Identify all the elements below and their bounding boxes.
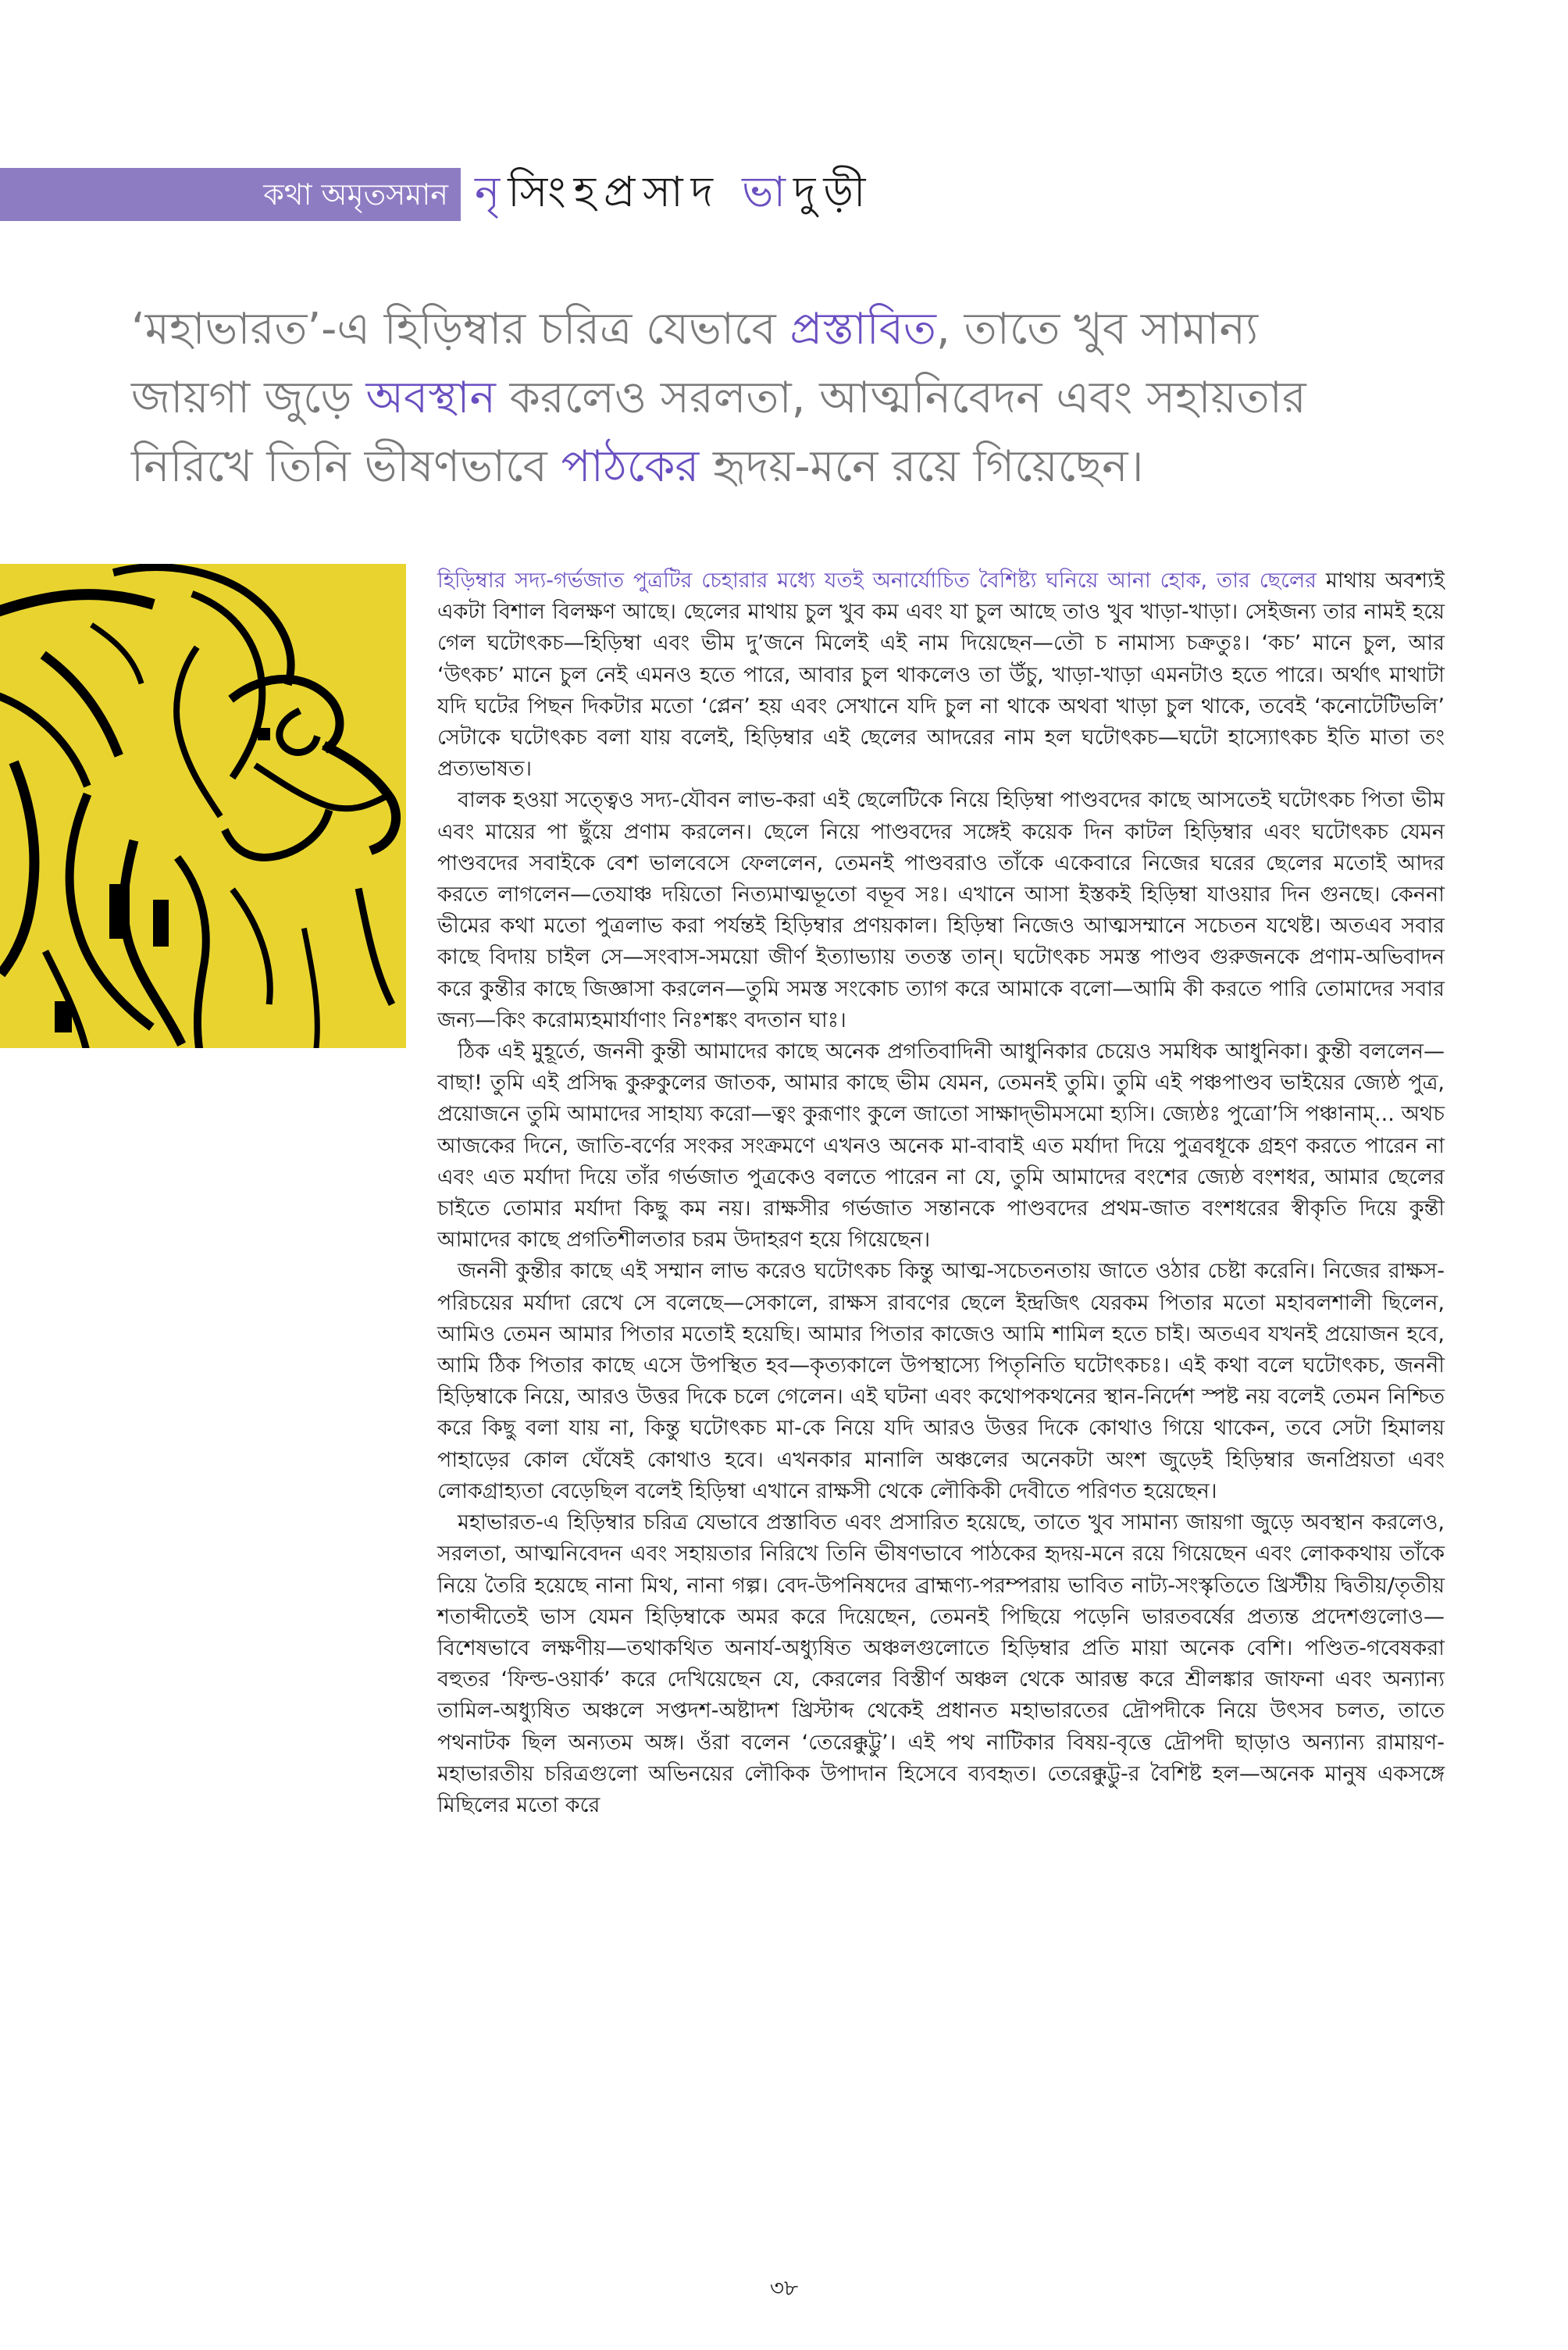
article-paragraph: মহাভারত-এ হিড়িম্বার চরিত্র যেভাবে প্রস্তাবিত এবং প্রসারিত হয়েছে, তাতে খুব সামান্য জায়গা জুড়ে অবস্থান করলেও, সরলতা, আত্মনিবেদন এবং সহায়তার নিরিখে তিনি ভীষণভাবে পাঠকের হৃদয়-মনে রয়ে গিয়েছেন এবং লোককথায় তাঁকে নিয়ে তৈরি হয়েছে নানা মিথ, নানা গল্প। বেদ-উপনিষদের ব্রাহ্মণ্য-পরম্পরায় ভাবিত নাট্য-সংস্কৃতিতে খ্রিস্টীয় দ্বিতীয়/তৃতীয় শতাব্দীতেই ভাস যেমন হিড়িম্বাকে অমর করে দিয়েছেন, তেমনই পিছিয়ে পড়েনি ভারতবর্ষের প্রত্যন্ত প্রদেশগুলোও—বিশেষভাবে লক্ষণীয়—তথাকথিত অনার্য-অধ্যুষিত অঞ্চলগুলোতে হিড়িম্বার প্রতি মায়া অনেক বেশি। পণ্ডিত-গবেষকরা বহুতর ‘ফিল্ড-ওয়ার্ক’ করে দেখিয়েছেন যে, কেরলের বিস্তীর্ণ অঞ্চল থেকে আরম্ভ করে শ্রীলঙ্কার জাফনা এবং অন্যান্য তামিল-অধ্যুষিত অঞ্চলে সপ্তদশ-অষ্টাদশ খ্রিস্টাব্দ থেকেই প্রধানত মহাভারতের দ্রৌপদীকে নিয়ে উৎসব চলত, তাতে পথনাটক ছিল অন্যতম অঙ্গ। ওঁরা বলেন ‘তেরেক্কুট্টু’। এই পথ নাটিকার বিষয়-বৃত্তে দ্রৌপদী ছাড়াও অন্যান্য রামায়ণ-মহাভারতীয় চরিত্রগুলো অভিনয়ের লৌকিক উপাদান হিসেবে ব্যবহৃত। তেরেক্কুট্টু-র বৈশিষ্ট হল—অনেক মানুষ একসঙ্গে মিছিলের মতো করে (437, 1510, 1445, 1817)
section-label: কথা অমৃতসমান (263, 177, 448, 212)
pull-quote-highlight: অবস্থান (365, 373, 496, 423)
author-name-part2: সিংহপ্রসাদ (508, 167, 743, 216)
pull-quote-text: , তাতে খুব সামান্য জায়গা জুড়ে (131, 304, 1259, 423)
article-paragraph (437, 565, 1445, 785)
pull-quote-highlight: পাঠকের (561, 441, 700, 492)
stylized-face-illustration (0, 564, 406, 1048)
article-paragraph: বালক হওয়া সত্ত্বেও সদ্য-যৌবন লাভ-করা এই ছেলেটিকে নিয়ে হিড়িম্বা পাণ্ডবদের কাছে আসতেই ঘটোৎকচ পিতা ভীম এবং মায়ের পা ছুঁয়ে প্রণাম করলেন। ছেলে নিয়ে পাণ্ডবদের সঙ্গেই কয়েক দিন কাটল হিড়িম্বার এবং ঘটোৎকচ যেমন পাণ্ডবদের সবাইকে বেশ ভালবেসে ফেললেন, তেমনই পাণ্ডবরাও তাঁকে একেবারে নিজের ঘরের ছেলের মতোই আদর করতে লাগলেন—তেযাঞ্চ দয়িতো নিত্যমাত্মভূতো বভূব সঃ। এখানে আসা ইস্তকই হিড়িম্বা যাওয়ার দিন গুনছে। কেননা ভীমের কথা মতো পুত্রলাভ করা পর্যন্তই হিড়িম্বার প্রণয়কাল। হিড়িম্বা নিজেও আত্মসম্মানে সচেতন যথেষ্ট। অতএব সবার কাছে বিদায় চাইল সে—সংবাস-সময়ো জীর্ণ ইত্যাভ্যায় ততস্ত তান্‌। ঘটোৎকচ সমস্ত পাণ্ডব গুরুজনকে প্রণাম-অভিবাদন করে কুন্তীর কাছে জিজ্ঞাসা করলেন—তুমি সমস্ত সংকোচ ত্যাগ করে আমাকে বলো—আমি কী করতে পারি তোমাদের সবার জন্য—কিং করোম্যহমার্যাণাং নিঃশঙ্কং বদতান ঘাঃ। (437, 788, 1445, 1032)
pull-quote-text: করলেও সরলতা, আত্মনিবেদন এবং সহায়তার নিরিখে তিনি ভীষণভাবে (131, 373, 1306, 492)
article-paragraph: ঠিক এই মুহূর্তে, জননী কুন্তী আমাদের কাছে অনেক প্রগতিবাদিনী আধুনিকার চেয়েও সমধিক আধুনিকা। কুন্তী বললেন—বাছা! তুমি এই প্রসিদ্ধ কুরুকুলের জাতক, আমার কাছে ভীম যেমন, তেমনই তুমি। তুমি এই পঞ্চপাণ্ডব ভাইয়ের জ্যেষ্ঠ পুত্র, প্রয়োজনে তুমি আমাদের সাহায্য করো—ত্বং কুরূণাং কুলে জাতো সাক্ষাদ্‌ভীমসমো হ্যসি। জ্যেষ্ঠঃ পুত্রো’সি পঞ্চানাম্‌... অথচ আজকের দিনে, জাতি-বর্ণের সংকর সংক্রমণে এখনও অনেক মা-বাবাই এত মর্যাদা দিয়ে পুত্রবধূকে গ্রহণ করতে পারেন না এবং এত মর্যাদা দিয়ে তাঁর গর্ভজাত পুত্রকেও বলতে পারেন না যে, তুমি আমাদের বংশের জ্যেষ্ঠ বংশধর, আমার ছেলের চাইতে তোমার মর্যাদা কিছু কম নয়। রাক্ষসীর গর্ভজাত সন্তানকে পাণ্ডবদের প্রথম-জাত বংশধরের স্বীকৃতি দিয়ে কুন্তী আমাদের কাছে প্রগতিশীলতার চরম উদাহরণ হয়ে গিয়েছেন। (437, 1039, 1445, 1253)
article-body (437, 565, 1445, 1821)
author-name (475, 162, 873, 222)
author-name-part4: দুড়ী (793, 167, 874, 216)
pull-quote-text: হৃদয়-মনে রয়ে গিয়েছেন। (699, 441, 1144, 492)
article-paragraph-text: মাথায় অবশ্যই একটা বিশাল বিলক্ষণ আছে। ছেলের মাথায় চুল খুব কম এবং যা চুল আছে তাও খুব খাড়া-খাড়া। সেইজন্য তার নামই হয়ে গেল ঘটোৎকচ—হিড়িম্বা এবং ভীম দু’জনে মিলেই এই নাম দিয়েছেন—তৌ চ নামাস্য চক্রতুঃ। ‘কচ’ মানে চুল, আর ‘উৎকচ’ মানে চুল নেই এমনও হতে পারে, আবার চুল থাকলেও তা উঁচু, খাড়া-খাড়া এমনটাও হতে পারে। অর্থাৎ মাথাটা যদি ঘটের পিছন দিকটার মতো ‘প্লেন’ হয় এবং সেখানে যদি চুল না থাকে অথবা খাড়া চুল থাকে, তবেই ‘কনোটেটিভলি’ সেটাকে ঘটোৎকচ বলা যায় বলেই, হিড়িম্বার এই ছেলের আদরের নাম হল ঘটোৎকচ—ঘটো হাস্যোৎকচ ইতি মাতা তং প্রত্যভাষত। (437, 569, 1445, 782)
pull-quote (131, 295, 1349, 501)
illustration-drawing (0, 564, 406, 1048)
pull-quote-text: ‘মহাভারত’-এ হিড়িম্বার চরিত্র যেভাবে (131, 304, 790, 355)
article-lead: হিড়িম্বার সদ্য-গর্ভজাত পুত্রটির চেহারার মধ্যে যতই অনার্যোচিত বৈশিষ্ট্য ঘনিয়ে আনা হোক, তার ছেলের (437, 569, 1317, 593)
article-paragraph: জননী কুন্তীর কাছে এই সম্মান লাভ করেও ঘটোৎকচ কিন্তু আত্ম-সচেতনতায় জাতে ওঠার চেষ্টা করেনি। নিজের রাক্ষস-পরিচয়ের মর্যাদা রেখে সে বলেছে—সেকালে, রাক্ষস রাবণের ছেলে ইন্দ্রজিৎ যেরকম পিতার মতো মহাবলশালী ছিলেন, আমিও তেমন আমার পিতার মতোই হয়েছি। আমার পিতার কাজেও আমি শামিল হতে চাই। অতএব যখনই প্রয়োজন হবে, আমি ঠিক পিতার কাছে এসে উপস্থিত হব—কৃত্যকালে উপস্থাস্যে পিতৃনিতি ঘটোৎকচঃ। এই কথা বলে ঘটোৎকচ, জননী হিড়িম্বাকে নিয়ে, আরও উত্তর দিকে চলে গেলেন। এই ঘটনা এবং কথোপকথনের স্থান-নির্দেশ স্পষ্ট নয় বলেই তেমন নিশ্চিত করে কিছু বলা যায় না, কিন্তু ঘটোৎকচ মা-কে নিয়ে যদি আরও উত্তর দিকে কোথাও গিয়ে থাকেন, তবে সেটা হিমালয় পাহাড়ের কোল ঘেঁষেই কোথাও হবে। এখনকার মানালি অঞ্চলের অনেকটা অংশ জুড়েই হিড়িম্বার জনপ্রিয়তা এবং লোকগ্রাহ্যতা বেড়েছিল বলেই হিড়িম্বা এখানে রাক্ষসী থেকে লৌকিকী দেবীতে পরিণত হয়েছেন। (437, 1259, 1445, 1503)
section-header-band (0, 168, 461, 221)
author-name-part3: ভা (742, 167, 794, 216)
pull-quote-highlight: প্রস্তাবিত (789, 304, 936, 355)
author-name-part1: নৃ (475, 167, 508, 216)
page-number: ৩৮ (769, 2275, 799, 2301)
